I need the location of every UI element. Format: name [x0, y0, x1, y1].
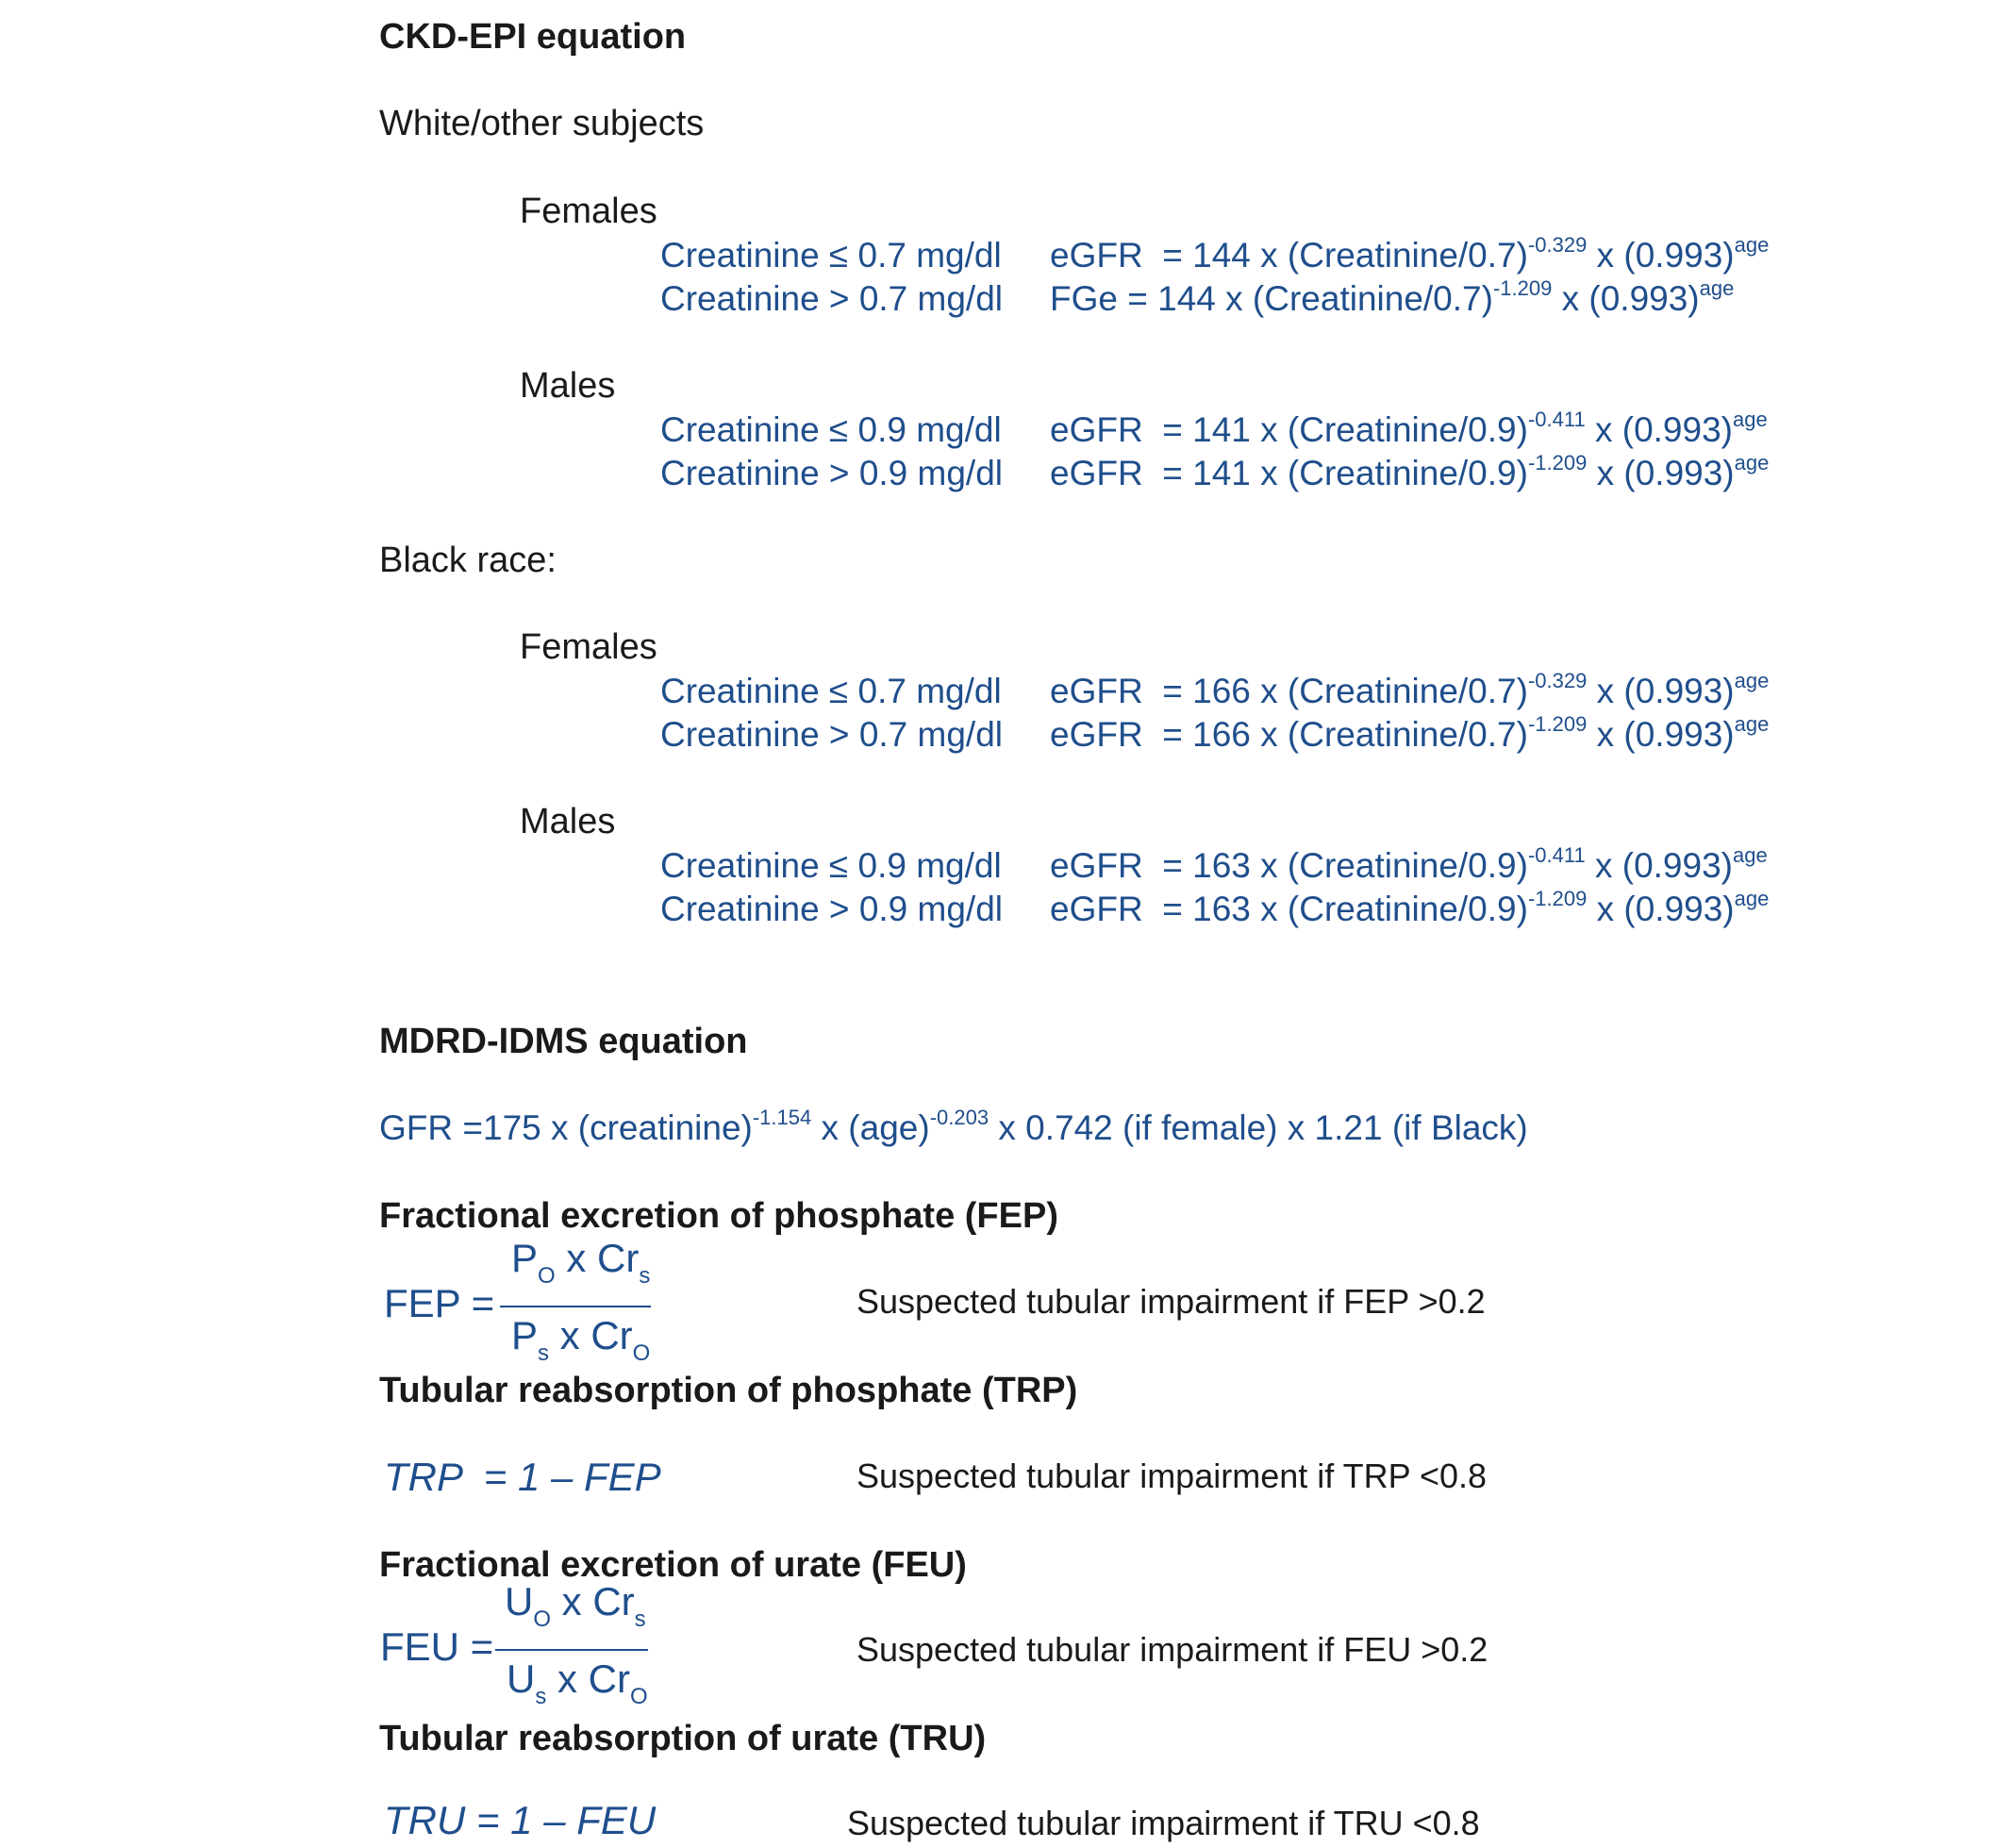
mdrd-title: MDRD-IDMS equation	[379, 1022, 748, 1061]
feu-note: Suspected tubular impairment if FEU >0.2	[856, 1630, 1488, 1669]
black-female-cond-1: Creatinine ≤ 0.7 mg/dl	[660, 672, 1002, 710]
white-male-cond-1: Creatinine ≤ 0.9 mg/dl	[660, 410, 1002, 449]
trp-note: Suspected tubular impairment if TRP <0.8	[856, 1457, 1488, 1495]
white-females-label: Females	[520, 191, 657, 231]
black-female-cond-2: Creatinine > 0.7 mg/dl	[660, 715, 1004, 754]
feu-lhs: FEU =	[380, 1624, 494, 1669]
tru-title: Tubular reabsorption of urate (TRU)	[379, 1719, 987, 1758]
black-male-cond-2: Creatinine > 0.9 mg/dl	[660, 890, 1004, 928]
black-males-label: Males	[520, 802, 616, 841]
fep-fraction-bar	[500, 1306, 651, 1307]
black-male-eq-1: eGFR = 163 x (Creatinine/0.9)$^{-0.411}$ x $(0.993)^{age}$	[1050, 843, 1768, 885]
feu-title: Fractional excretion of urate (FEU)	[379, 1545, 967, 1585]
ckd-epi-title: CKD-EPI equation	[379, 17, 687, 57]
white-males-label: Males	[520, 366, 616, 406]
fep-lhs: FEP =	[384, 1281, 495, 1325]
fep-numerator: $P_O$ x $Cr_s$	[511, 1236, 651, 1289]
white-male-eq-2: eGFR = 141 x (Creatinine/0.9)$^{-1.209}$ x $(0.993)^{age}$	[1050, 451, 1770, 492]
fep-note: Suspected tubular impairment if FEP >0.2	[856, 1282, 1486, 1321]
mdrd-formula: GFR =175 x (creatinine)$^{-1.154}$ x (age)$^{-0.203}$ x 0.742 (if female) x 1.21 (if Black)	[379, 1106, 1528, 1147]
tru-formula: TRU = 1 – FEU	[384, 1798, 657, 1842]
fep-denominator: $P_s$ x $Cr_O$	[511, 1313, 651, 1366]
white-female-eq-1: eGFR = 144 x (Creatinine/0.7)$^{-0.329}$ x $(0.993)^{age}$	[1050, 233, 1770, 275]
black-male-cond-1: Creatinine ≤ 0.9 mg/dl	[660, 846, 1002, 885]
tru-note: Suspected tubular impairment if TRU <0.8	[847, 1804, 1480, 1842]
black-female-eq-2: eGFR = 166 x (Creatinine/0.7)$^{-1.209}$ x $(0.993)^{age}$	[1050, 712, 1770, 754]
trp-title: Tubular reabsorption of phosphate (TRP)	[379, 1371, 1078, 1410]
black-male-eq-2: eGFR = 163 x (Creatinine/0.9)$^{-1.209}$ x $(0.993)^{age}$	[1050, 887, 1770, 928]
white-male-cond-2: Creatinine > 0.9 mg/dl	[660, 454, 1004, 492]
white-female-cond-2: Creatinine > 0.7 mg/dl	[660, 279, 1004, 318]
fep-title: Fractional excretion of phosphate (FEP)	[379, 1196, 1058, 1236]
black-female-eq-1: eGFR = 166 x (Creatinine/0.7)$^{-0.329}$ x $(0.993)^{age}$	[1050, 669, 1770, 710]
white-male-eq-1: eGFR = 141 x (Creatinine/0.9)$^{-0.411}$ x $(0.993)^{age}$	[1050, 408, 1768, 449]
trp-formula: TRP = 1 – FEP	[384, 1455, 661, 1499]
feu-fraction-bar	[495, 1649, 648, 1651]
feu-denominator: $U_s$ x $Cr_O$	[507, 1657, 648, 1709]
white-subjects-label: White/other subjects	[379, 104, 705, 143]
feu-numerator: $U_O$ x $Cr_s$	[505, 1579, 646, 1632]
black-females-label: Females	[520, 627, 657, 667]
white-female-eq-2: FGe = 144 x (Creatinine/0.7)$^{-1.209}$ x $(0.993)^{age}$	[1050, 276, 1735, 318]
black-race-label: Black race:	[379, 541, 557, 580]
white-female-cond-1: Creatinine ≤ 0.7 mg/dl	[660, 236, 1002, 275]
